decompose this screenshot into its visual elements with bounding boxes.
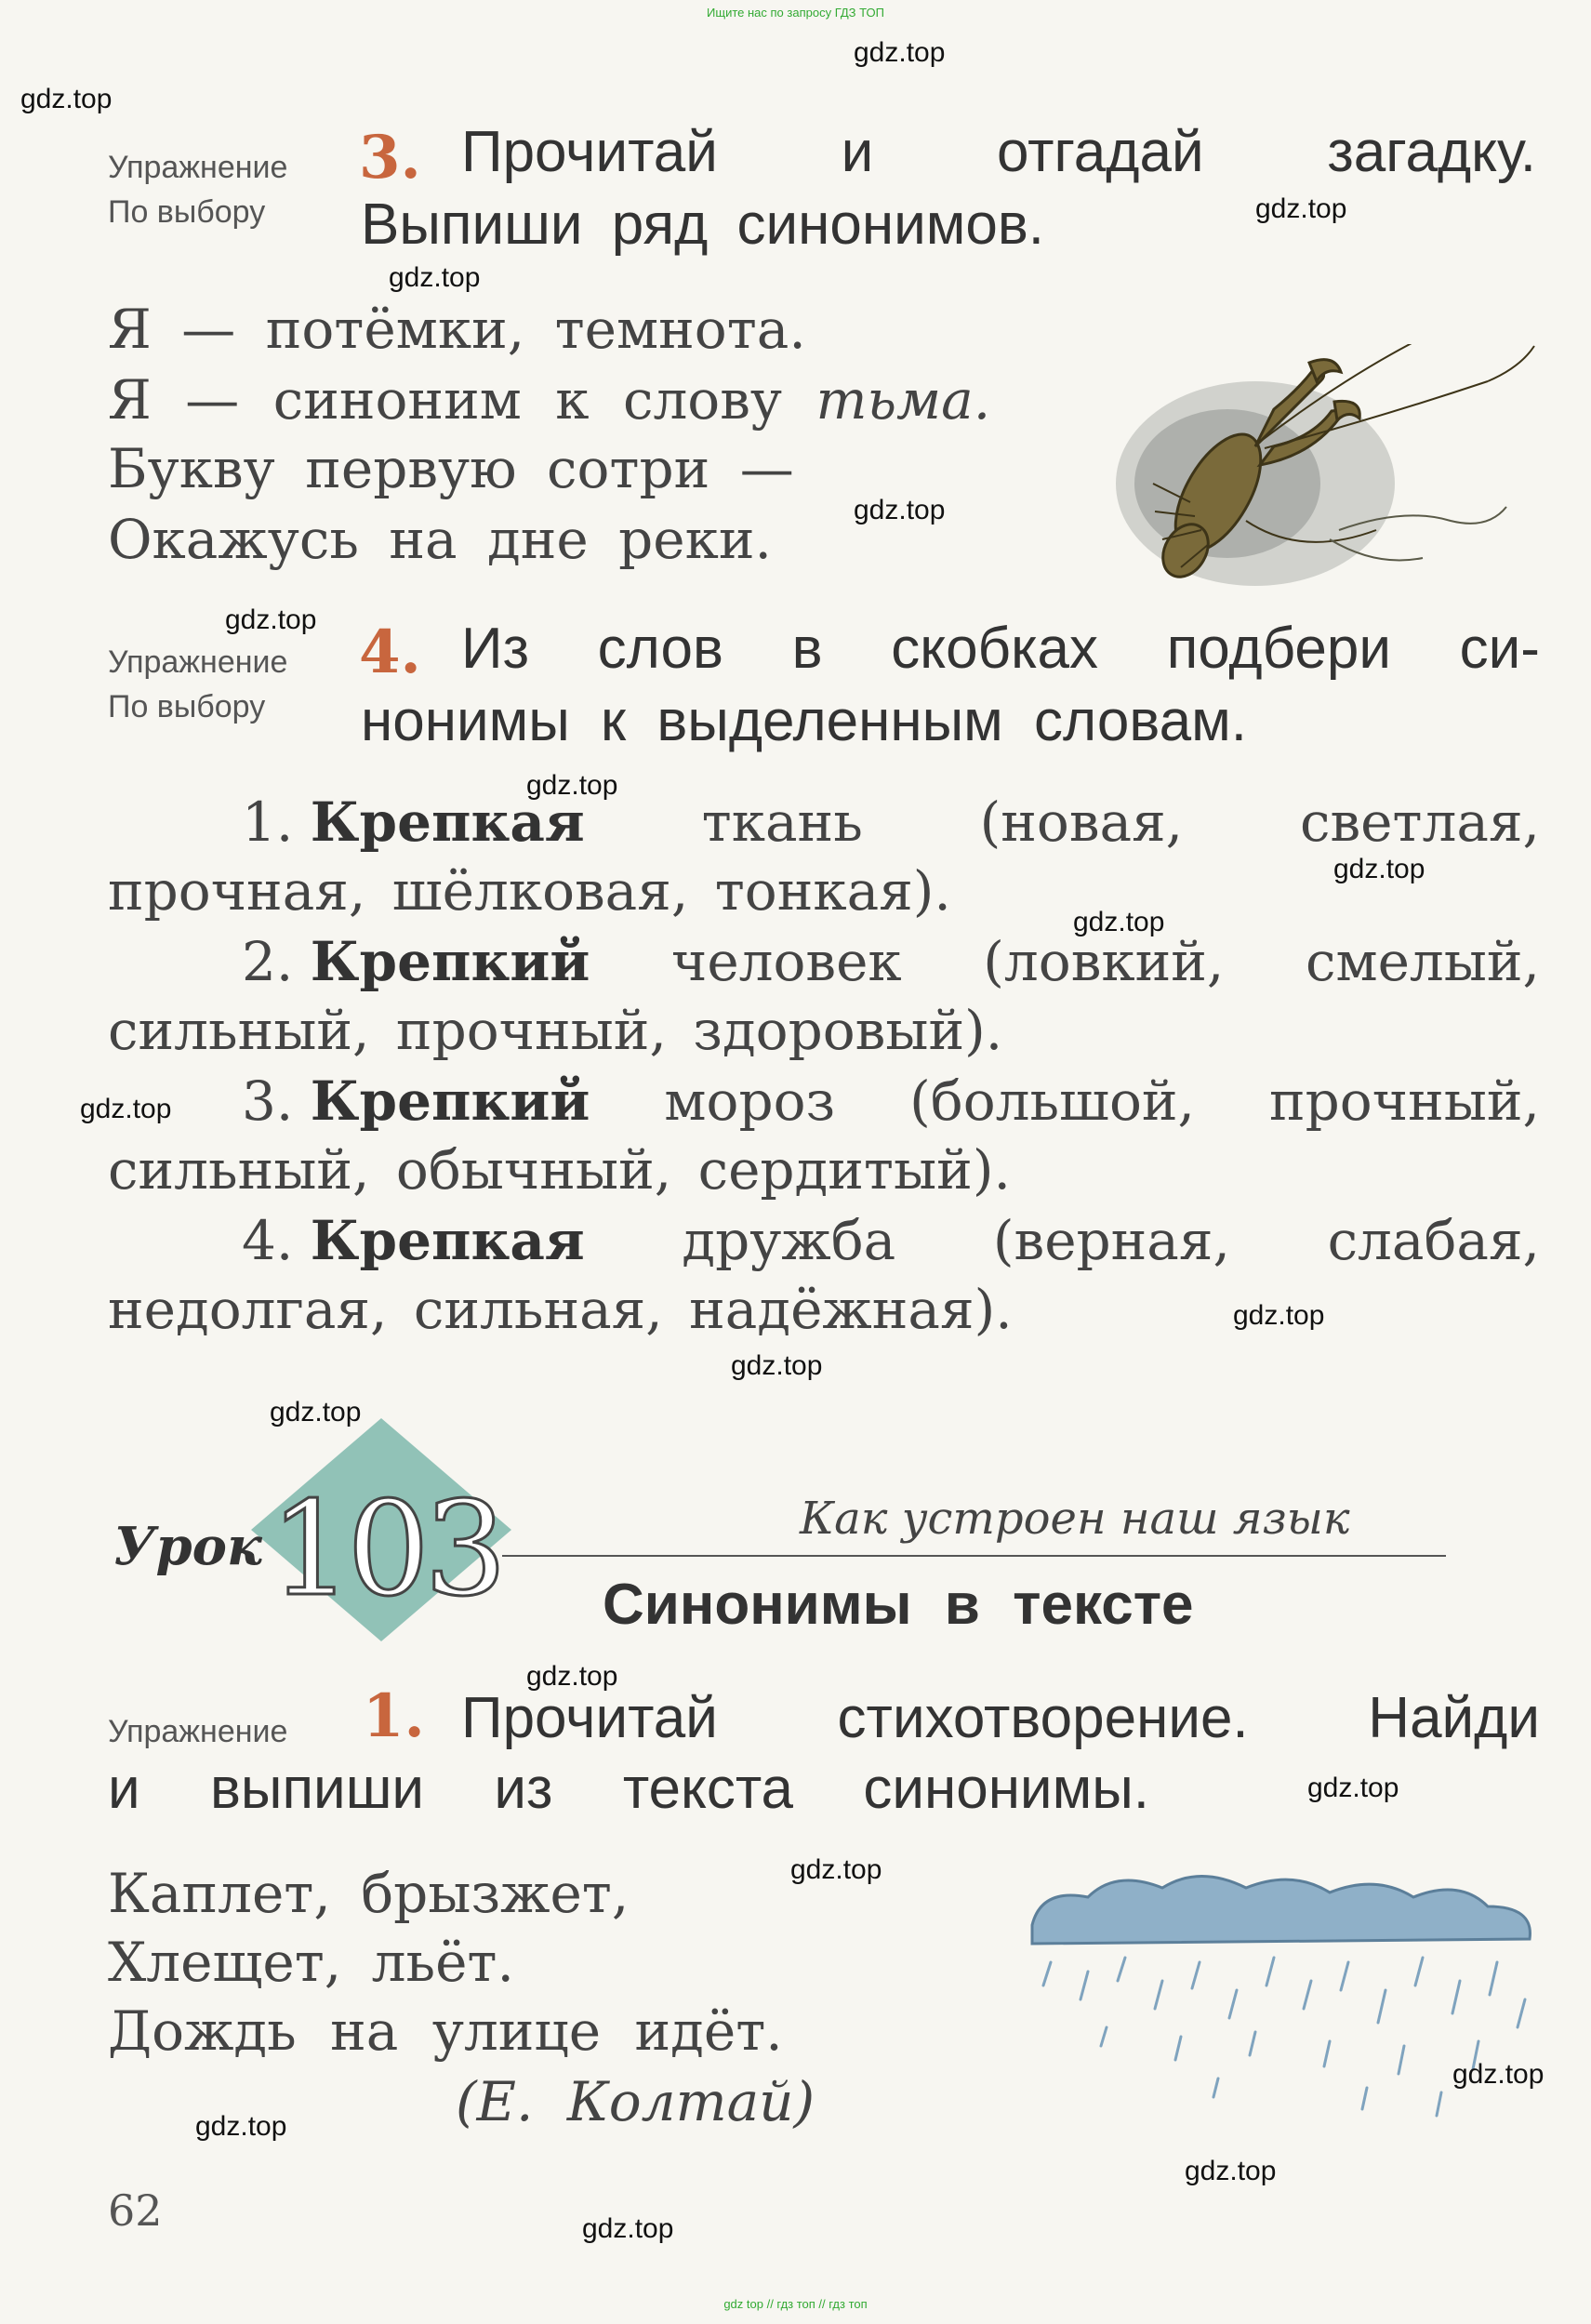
poem-author: (Е. Колтай) (456, 2070, 815, 2133)
highlighted-word: Крепкий (310, 1069, 590, 1133)
lesson-section: Как устроен наш язык (800, 1493, 1350, 1545)
lesson-title: Синонимы в тексте (603, 1573, 1194, 1637)
exercise-4-number: 4. (359, 618, 421, 687)
watermark: gdz.top (790, 1854, 882, 1885)
task-word: Найди (1368, 1686, 1540, 1750)
watermark: gdz.top (854, 37, 946, 68)
task-word: загадку. (1327, 120, 1536, 184)
highlighted-word: Крепкая (310, 790, 585, 854)
watermark: gdz.top (195, 2111, 287, 2142)
watermark: gdz.top (1255, 193, 1347, 224)
watermark: gdz.top (225, 604, 317, 635)
highlighted-word: Крепкая (310, 1209, 585, 1272)
lesson-number: 103 (270, 1474, 502, 1626)
task-word: и (841, 120, 874, 184)
exercise-3-label (108, 145, 287, 234)
poem-line-2: Хлещет, льёт. (108, 1931, 514, 1994)
item-word: мороз (664, 1069, 836, 1133)
watermark: gdz.top (389, 262, 481, 293)
watermark: gdz.top (854, 495, 946, 525)
watermark: gdz.top (731, 1350, 823, 1381)
item-word: (верная, (992, 1209, 1230, 1272)
exercise-4-task-line2: нонимы к выделенным словам. (361, 689, 1247, 753)
task-word: синонимы. (863, 1757, 1149, 1821)
item-word: дружба (682, 1209, 896, 1272)
riddle-line-4: Окажусь на дне реки. (108, 508, 772, 571)
exercise-4-item-1-line2: прочная, шёлковая, тонкая). (108, 859, 951, 923)
item-word: человек (671, 930, 902, 993)
task-word: Из (461, 617, 529, 681)
exercise-1-task-line2 (108, 1756, 1149, 1822)
highlighted-word: Крепкий (310, 930, 590, 993)
exercise-3-number: 3. (359, 123, 421, 193)
exercise-label-line1: Упражнение (108, 644, 288, 680)
item-number: 2. (242, 930, 294, 993)
watermark: gdz.top (526, 770, 618, 801)
task-word: в (791, 617, 823, 681)
exercise-4-item-4-line2: недолгая, сильная, надёжная). (108, 1278, 1013, 1341)
item-word: ткань (701, 790, 863, 854)
watermark: gdz.top (1185, 2156, 1277, 2186)
exercise-1-label: Упражнение (108, 1714, 288, 1749)
item-word: (большой, (909, 1069, 1195, 1133)
watermark: gdz.top (20, 84, 113, 114)
exercise-4-item-2-line2: сильный, прочный, здоровый). (108, 999, 1003, 1062)
riddle-line-1: Я — потёмки, темнота. (108, 298, 806, 361)
watermark: gdz.top (582, 2213, 674, 2244)
exercise-1-number: 1. (363, 1681, 425, 1751)
item-word: смелый, (1305, 930, 1540, 993)
task-word: из (494, 1757, 553, 1821)
riddle-line-3: Букву первую сотри — (108, 437, 794, 500)
exercise-label-line1: Упражнение (108, 150, 288, 185)
exercise-4-item-3-line2: сильный, обычный, сердитый). (108, 1138, 1011, 1202)
item-number: 3. (242, 1069, 294, 1133)
task-word: стихотворение. (837, 1686, 1249, 1750)
item-word: прочный, (1269, 1069, 1540, 1133)
task-word: слов (597, 617, 723, 681)
item-word: (ловкий, (983, 930, 1225, 993)
watermark: gdz.top (270, 1397, 362, 1428)
watermark: gdz.top (1307, 1773, 1399, 1803)
lesson-label: Урок (113, 1516, 262, 1577)
lesson-divider (502, 1555, 1446, 1557)
exercise-4-item-3-line1 (242, 1069, 1540, 1133)
task-word: Прочитай (461, 1686, 718, 1750)
riddle-line-2 (108, 368, 990, 432)
exercise-label-line2: По выбору (108, 689, 266, 724)
exercise-4-item-2-line1 (242, 930, 1540, 993)
crayfish-illustration (1097, 344, 1544, 595)
exercise-1-task-line1 (461, 1685, 1540, 1751)
exercise-4-task-line1 (461, 616, 1540, 682)
task-word: подбери (1166, 617, 1391, 681)
watermark: gdz.top (1452, 2059, 1545, 2090)
header-note: Ищите нас по запросу ГДЗ ТОП (707, 6, 884, 20)
item-number: 1. (242, 790, 294, 854)
footer-note: gdz top // гдз топ // гдз топ (723, 2297, 868, 2311)
exercise-4-item-1-line1 (242, 790, 1540, 854)
exercise-4-item-4-line1 (242, 1209, 1540, 1272)
task-word: и (108, 1757, 140, 1821)
task-word: выпиши (209, 1757, 425, 1821)
riddle-italic-word: тьма. (815, 368, 991, 432)
watermark: gdz.top (1233, 1300, 1325, 1331)
task-word: текста (622, 1757, 793, 1821)
exercise-3-task-line2: Выпиши ряд синонимов. (361, 193, 1044, 257)
poem-line-3: Дождь на улице идёт. (108, 1999, 783, 2063)
task-word: Прочитай (461, 120, 718, 184)
watermark: gdz.top (80, 1094, 172, 1124)
rain-cloud-illustration (1023, 1869, 1544, 2139)
item-word: слабая, (1327, 1209, 1540, 1272)
item-word: (новая, (979, 790, 1184, 854)
item-number: 4. (242, 1209, 294, 1272)
riddle-line-2-text: Я — синоним к слову (108, 368, 783, 432)
page-number: 62 (108, 2185, 163, 2236)
watermark: gdz.top (526, 1661, 618, 1692)
watermark: gdz.top (1333, 854, 1425, 884)
exercise-4-label (108, 640, 287, 729)
task-word: си- (1459, 617, 1540, 681)
exercise-label-line2: По выбору (108, 194, 266, 230)
task-word: отгадай (997, 120, 1204, 184)
exercise-3-task-line1 (461, 119, 1536, 185)
task-word: скобках (891, 617, 1099, 681)
item-word: светлая, (1299, 790, 1540, 854)
watermark: gdz.top (1073, 907, 1165, 937)
poem-line-1: Каплет, брызжет, (108, 1862, 630, 1925)
